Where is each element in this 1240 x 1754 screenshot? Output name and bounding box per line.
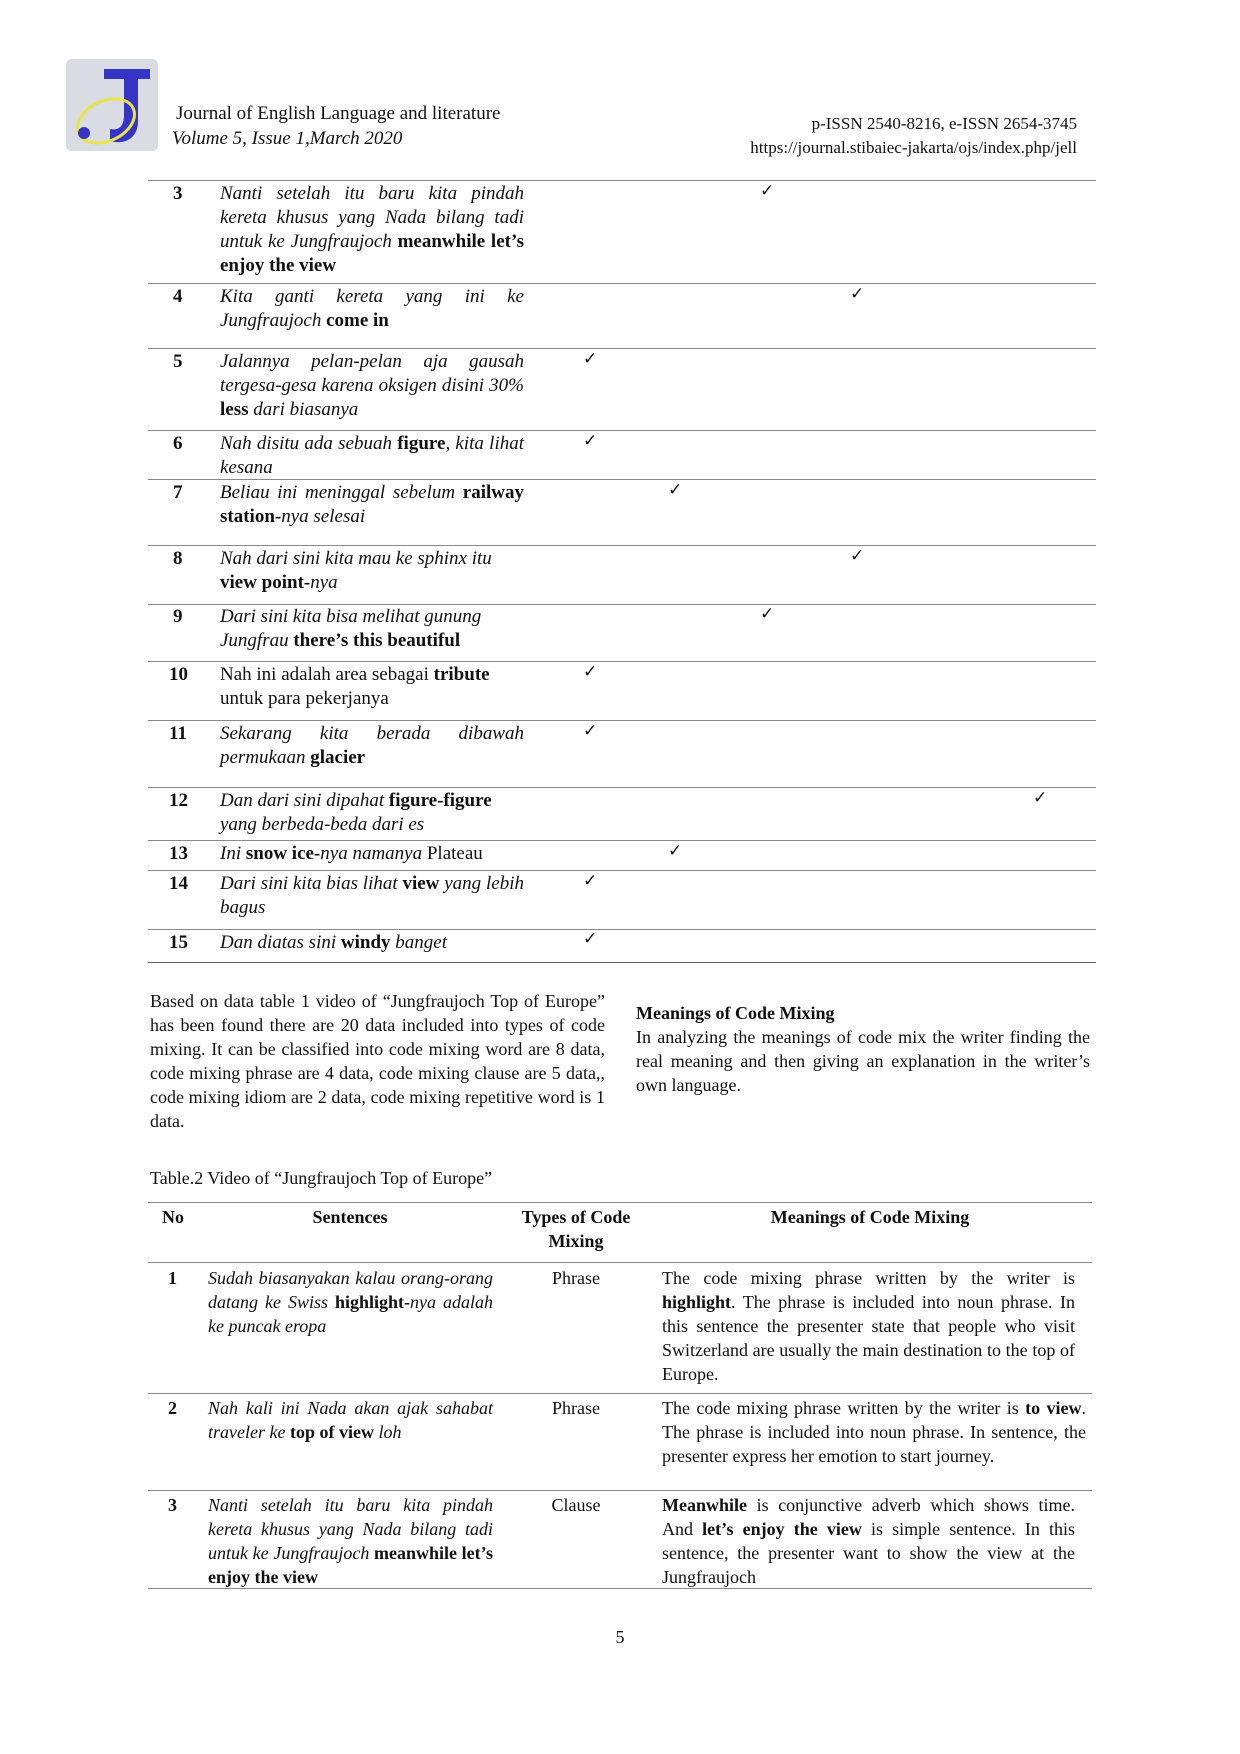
row-number: 3 — [173, 183, 183, 204]
row-sentence: Beliau ini meninggal sebelum railway station-nya selesai — [220, 482, 524, 527]
row-sentence: Ini snow ice-nya namanya Plateau — [220, 843, 483, 864]
check-mark-icon: ✓ — [583, 349, 598, 369]
journal-name: Journal of English Language and literature — [176, 103, 501, 124]
row-number: 3 — [168, 1495, 177, 1515]
body-paragraph-right: In analyzing the meanings of code mix the writer finding the real meaning and then giving an explanation in the writer’s own language. — [636, 1027, 1090, 1095]
row-number: 6 — [173, 433, 183, 454]
row-meaning: The code mixing phrase written by the writer is highlight. The phrase is included into noun phrase. In this sentence the presenter state that people who visit Switzerland are usually the main destination to the top of Europe. — [662, 1268, 1075, 1384]
journal-issn: p-ISSN 2540-8216, e-ISSN 2654-3745 — [811, 114, 1077, 133]
journal-logo — [66, 59, 158, 151]
check-mark-icon: ✓ — [668, 841, 683, 861]
row-sentence: Sekarang kita berada dibawah permukaan glacier — [220, 723, 524, 768]
row-number: 12 — [169, 790, 188, 811]
row-type: Clause — [551, 1495, 601, 1515]
row-meaning: The code mixing phrase written by the writer is to view. The phrase is included into noun phrase. In sentence, the presenter express her emotion to start journey. — [662, 1398, 1087, 1466]
row-number: 15 — [169, 932, 188, 953]
header-types: Types of Code Mixing — [521, 1207, 631, 1251]
row-number: 4 — [173, 286, 183, 307]
row-number: 13 — [169, 843, 188, 864]
row-sentence: Sudah biasanyakan kalau orang-orang datang ke Swiss highlight-nya adalah ke puncak eropa — [208, 1268, 493, 1336]
row-number: 9 — [173, 606, 183, 627]
check-mark-icon: ✓ — [583, 721, 598, 741]
header-meanings: Meanings of Code Mixing — [770, 1207, 970, 1227]
check-mark-icon: ✓ — [1033, 788, 1048, 808]
table2-caption: Table.2 Video of “Jungfraujoch Top of Europe” — [150, 1168, 493, 1188]
check-mark-icon: ✓ — [850, 546, 865, 566]
row-number: 2 — [168, 1398, 177, 1418]
row-number: 5 — [173, 351, 183, 372]
row-number: 10 — [169, 664, 188, 685]
check-mark-icon: ✓ — [583, 929, 598, 949]
check-mark-icon: ✓ — [760, 181, 775, 201]
row-sentence: Dari sini kita bias lihat view yang lebih bagus — [220, 873, 524, 918]
check-mark-icon: ✓ — [583, 871, 598, 891]
row-sentence: Nah ini adalah area sebagai tribute untuk para pekerjanya — [220, 664, 490, 709]
row-number: 1 — [168, 1268, 177, 1288]
journal-url[interactable]: https://journal.stibaiec-jakarta/ojs/index.php/jell — [750, 138, 1077, 157]
row-number: 11 — [169, 723, 187, 744]
row-sentence: Nah disitu ada sebuah figure, kita lihat kesana — [220, 433, 525, 478]
section-heading-meanings: Meanings of Code Mixing — [636, 1003, 835, 1023]
row-sentence: Nanti setelah itu baru kita pindah kereta khusus yang Nada bilang tadi untuk ke Jungfraujoch meanwhile let’s enjoy the view — [220, 183, 524, 276]
row-sentence: Nah dari sini kita mau ke sphinx itu view point-nya — [220, 548, 492, 593]
row-number: 8 — [173, 548, 183, 569]
header-sentences: Sentences — [312, 1207, 388, 1227]
row-sentence: Dan dari sini dipahat figure-figure yang berbeda-beda dari es — [220, 790, 492, 835]
check-mark-icon: ✓ — [760, 604, 775, 624]
row-type: Phrase — [552, 1398, 600, 1418]
row-number: 14 — [169, 873, 188, 894]
row-sentence: Jalannya pelan-pelan aja gausah tergesa-gesa karena oksigen disini 30% less dari biasanya — [220, 351, 524, 420]
check-mark-icon: ✓ — [583, 662, 598, 682]
row-sentence: Nah kali ini Nada akan ajak sahabat traveler ke top of view loh — [208, 1398, 493, 1442]
page-number: 5 — [615, 1627, 625, 1647]
row-sentence: Dan diatas sini windy banget — [220, 932, 447, 953]
row-type: Phrase — [552, 1268, 600, 1288]
check-mark-icon: ✓ — [850, 284, 865, 304]
journal-volume: Volume 5, Issue 1,March 2020 — [172, 128, 403, 149]
row-meaning: Meanwhile is conjunctive adverb which shows time. And let’s enjoy the view is simple sentence. In this sentence, the presenter want to show the view at the Jungfraujoch — [662, 1495, 1076, 1587]
body-paragraph-left: Based on data table 1 video of “Jungfraujoch Top of Europe” has been found there are 20 data included into types of code mixing. It can be classified into code mixing word are 8 data, code mixing phrase are 4 data, code mixing clause are 5 data,, code mixing idiom are 2 data, code mixing repetitive word is 1 data. — [150, 991, 605, 1131]
row-sentence: Dari sini kita bisa melihat gunung Jungfrau there’s this beautiful — [220, 606, 482, 651]
header-no: No — [162, 1207, 184, 1227]
row-sentence: Kita ganti kereta yang ini ke Jungfraujoch come in — [220, 286, 524, 331]
check-mark-icon: ✓ — [583, 431, 598, 451]
row-sentence: Nanti setelah itu baru kita pindah kereta khusus yang Nada bilang tadi untuk ke Jungfraujoch meanwhile let’s enjoy the view — [208, 1495, 493, 1587]
check-mark-icon: ✓ — [668, 480, 683, 500]
row-number: 7 — [173, 482, 183, 503]
